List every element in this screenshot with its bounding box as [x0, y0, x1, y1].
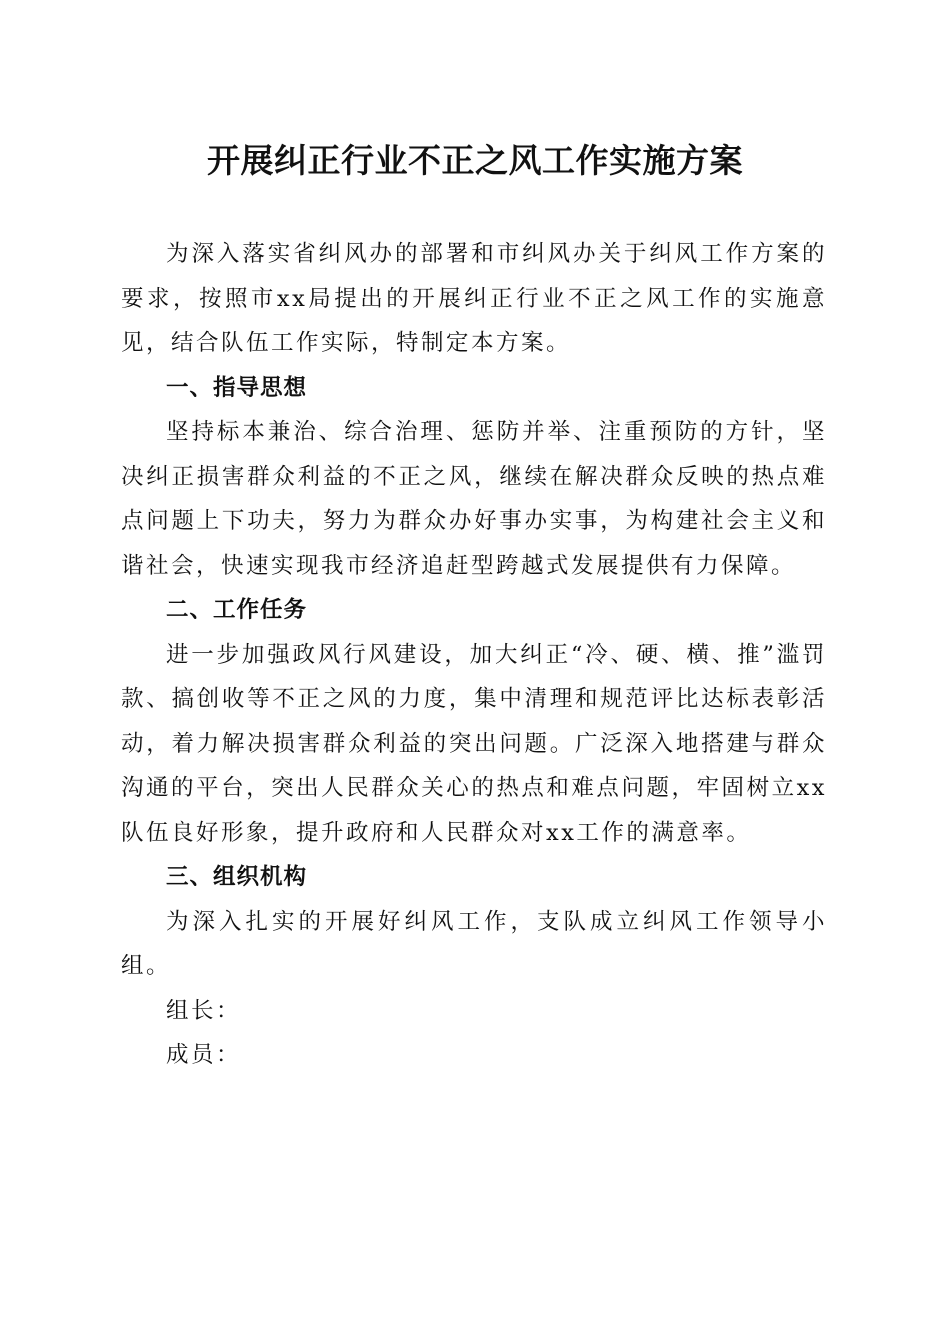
- leader-label: 组长：: [166, 997, 242, 1024]
- document-title: 开展纠正行业不正之风工作实施方案: [207, 141, 743, 180]
- section-heading-organization: 三、组织机构: [166, 864, 308, 890]
- section-paragraph-work-tasks: 进一步加强政风行风建设，加大纠正“冷、硬、横、推”滥罚款、搞创收等不正之风的力度，集中清理和规范评比达标表彰活动，着力解决损害群众利益的突出问题。广泛深入地搭建与群众沟通的平台，突出人民群众关心的热点和难点问题，牢固树立xx队伍良好形象，提升政府和人民群众对xx工作的满意率。: [121, 641, 827, 846]
- members-label: 成员：: [166, 1042, 242, 1068]
- section-heading-work-tasks: 二、工作任务: [166, 597, 308, 623]
- section-paragraph-organization: 为深入扎实的开展好纠风工作，支队成立纠风工作领导小组。: [121, 908, 827, 979]
- section-paragraph-guiding-principles: 坚持标本兼治、综合治理、惩防并举、注重预防的方针，坚决纠正损害群众利益的不正之风，继续在解决群众反映的热点难点问题上下功夫，努力为群众办好事办实事，为构建社会主义和谐社会，快速实现我市经济追赶型跨越式发展提供有力保障。: [121, 419, 827, 579]
- section-heading-guiding-principles: 一、指导思想: [166, 374, 308, 401]
- intro-paragraph: 为深入落实省纠风办的部署和市纠风办关于纠风工作方案的要求，按照市xx局提出的开展纠正行业不正之风工作的实施意见，结合队伍工作实际，特制定本方案。: [121, 241, 827, 356]
- document-body: [121, 232, 827, 1078]
